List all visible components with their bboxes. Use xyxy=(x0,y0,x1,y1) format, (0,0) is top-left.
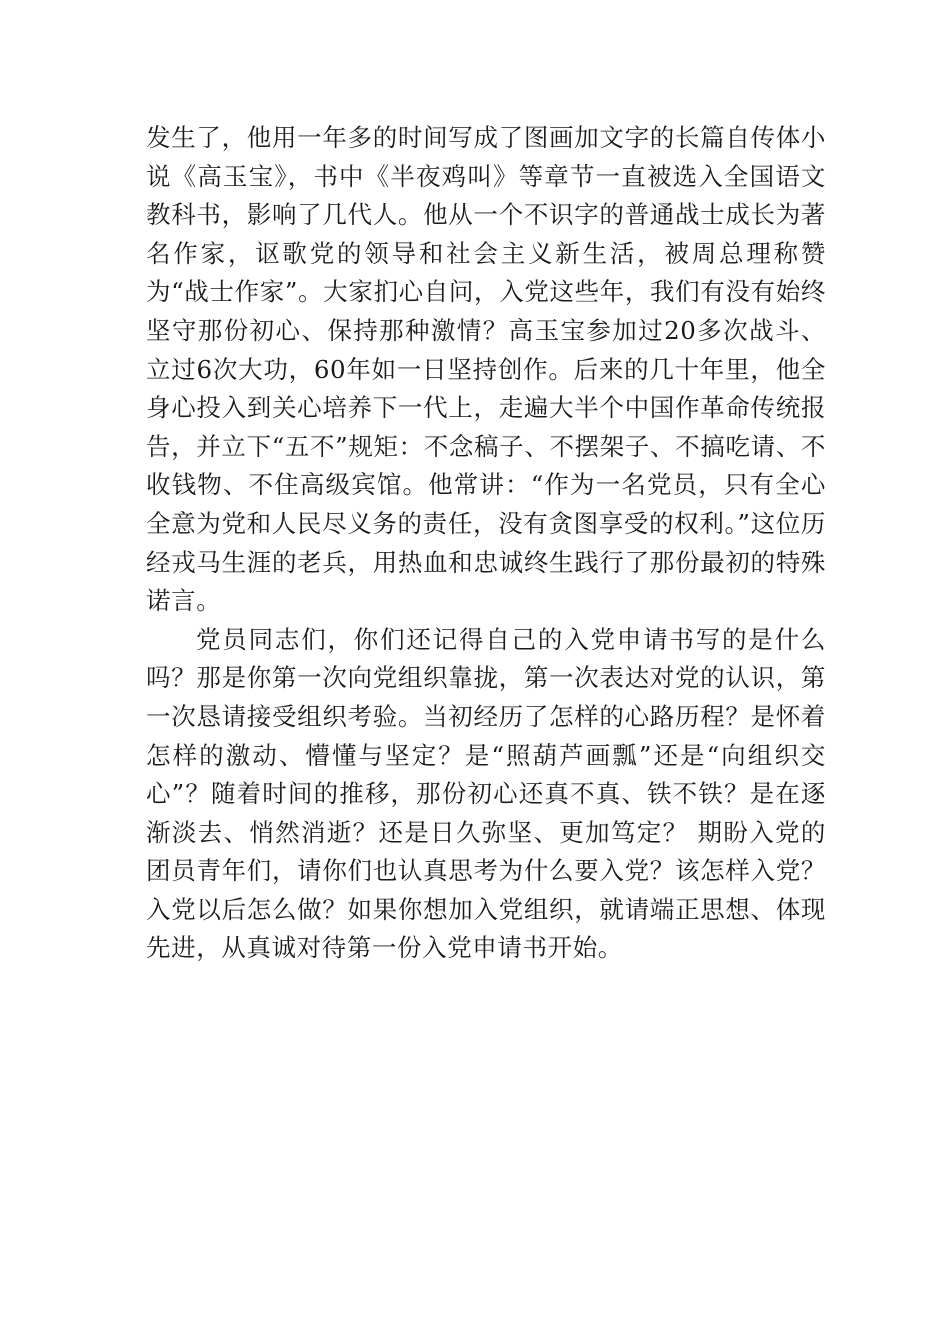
body-text xyxy=(146,119,826,968)
paragraph-party-application: 党员同志们，你们还记得自己的入党申请书写的是什么吗？那是你第一次向党组织靠拢，第一次表达对党的认识，第一次恳请接受组织考验。当初经历了怎样的心路历程？是怀着怎样的激动、懵懂与坚定？是“照葫芦画瓢”还是“向组织交心”？随着时间的推移，那份初心还真不真、铁不铁？是在逐渐淡去、悄然消逝？还是日久弥坚、更加笃定？ 期盼入党的团员青年们，请你们也认真思考为什么要入党？该怎样入党？入党以后怎么做？如果你想加入党组织，就请端正思想、体现先进，从真诚对待第一份入党申请书开始。 xyxy=(146,624,826,963)
paragraph-gao-yubao-story: 发生了，他用一年多的时间写成了图画加文字的长篇自传体小说《高玉宝》，书中《半夜鸡叫》等章节一直被选入全国语文教科书，影响了几代人。他从一个不识字的普通战士成长为著名作家，讴歌党的领导和社会主义新生活，被周总理称赞为“战士作家”。大家扪心自问，入党这些年，我们有没有始终坚守那份初心、保持那种激情？高玉宝参加过20多次战斗、立过6次大功，60年如一日坚持创作。后来的几十年里，他全身心投入到关心培养下一代上，走遍大半个中国作革命传统报告，并立下“五不”规矩：不念稿子、不摆架子、不搞吃请、不收钱物、不住高级宾馆。他常讲：“作为一名党员，只有全心全意为党和人民尽义务的责任，没有贪图享受的权利。”这位历经戎马生涯的老兵，用热血和忠诚终生践行了那份最初的特殊诺言。 xyxy=(146,123,826,616)
